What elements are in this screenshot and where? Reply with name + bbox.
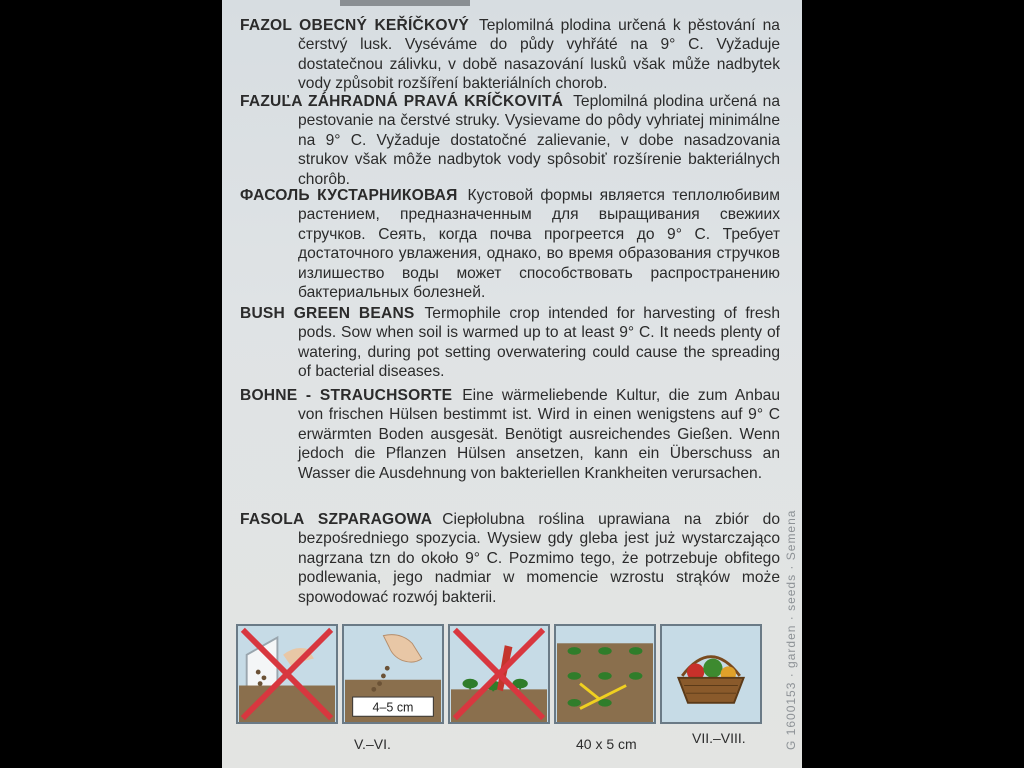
section-text: Ciepłolubna roślina uprawiana na zbiór do bezpośredniego spozycia. Wysiew gdy gleba jest już wystarczająco nagrzana tzn do około 9° C. Pozmimo tego, że potrzebuje obfitego podlewania, jego nadmiar w momencie wzrostu strąków może spowodować rozwój bakterii. [298,511,781,606]
section-german [240,386,780,483]
pictogram-row [232,610,772,760]
section-text: Кустовой формы является теплолюбивим растением, предназначенным для выращивания свежиих стручков. Сеять, когда почва прогреется до 9° C. Требует достаточного увлажения, однако, во время образования стручков излишество воды может способствовать распространению бактериальных болезней. [298,187,780,302]
section-text: Termophile crop intended for harvesting of fresh pods. Sow when soil is warmed up to at least 9° C. It needs plenty of watering, during pot setting overwatering could cause the spreading of bacterial diseases. [298,305,781,381]
no-greenhouse-icon [236,624,338,724]
section-heading: ФАСОЛЬ КУСТАРНИКОВАЯ [240,187,458,204]
section-text: Teplomilná plodina určená k pěstování na čerstvý lusk. Vyséváme do půdy vyhřáté na 9° C. Vyžaduje dostatečnou zálivku, v době nasazování lusků však může nadbytek vody způsobit rozšíření bakteriálních chorob. [298,17,780,93]
depth-label: 4–5 cm [372,700,414,715]
section-russian [240,186,780,302]
sowing-hand-icon [342,624,444,724]
background-left [0,0,222,768]
plant-spacing-graphic [556,626,654,722]
section-heading: FAZOL OBECNÝ KEŘÍČKOVÝ [240,17,469,34]
side-code: G 1600153 · garden · seeds · Semena [784,509,798,750]
section-heading: BUSH GREEN BEANS [240,305,415,322]
section-slovak [240,92,780,189]
background-right [800,0,1024,768]
section-english [240,304,780,382]
harvest-basket-icon [660,624,762,724]
harvest-basket-graphic [662,626,760,722]
spacing-label: 40 x 5 cm [576,736,637,752]
no-greenhouse-graphic [238,626,336,722]
seed-packet-back [222,0,802,768]
sowing-period: V.–VI. [354,736,391,752]
harvest-period: VII.–VIII. [692,730,746,746]
section-heading: FASOLA SZPARAGOWA [240,511,433,528]
section-text: Eine wärmeliebende Kultur, die zum Anbau von frischen Hülsen bestimmt ist. Wird in einen wenigstens auf 9° C erwärmten Boden ausgesät. Benötigt ausreichendes Gießen. Wenn jedoch die Pflanzen Hülsen ansetzen, kann ein Überschuss an Wasser die Ausdehnung von bakteriellen Krankheiten verursachen. [298,387,780,482]
section-heading: FAZUĽA ZÁHRADNÁ PRAVÁ KRÍČKOVITÁ [240,93,564,110]
plant-spacing-icon [554,624,656,724]
section-text: Teplomilná plodina určená na pestovanie na čerstvé struky. Vysievame do pôdy vyhriatej minimálne na 9° C. Vyžaduje dostatočné zalievanie, v dobe nasadzovania strukov však môže nadbytok vody spôsobiť rozšírenie bakteriálnych chorôb. [298,93,780,188]
packet-top-edge [340,0,470,6]
section-czech [240,16,780,94]
sowing-hand-graphic [344,626,442,722]
no-transplant-icon [448,624,550,724]
section-polish [240,510,780,607]
section-heading: BOHNE - STRAUCHSORTE [240,387,453,404]
no-transplant-graphic [450,626,548,722]
